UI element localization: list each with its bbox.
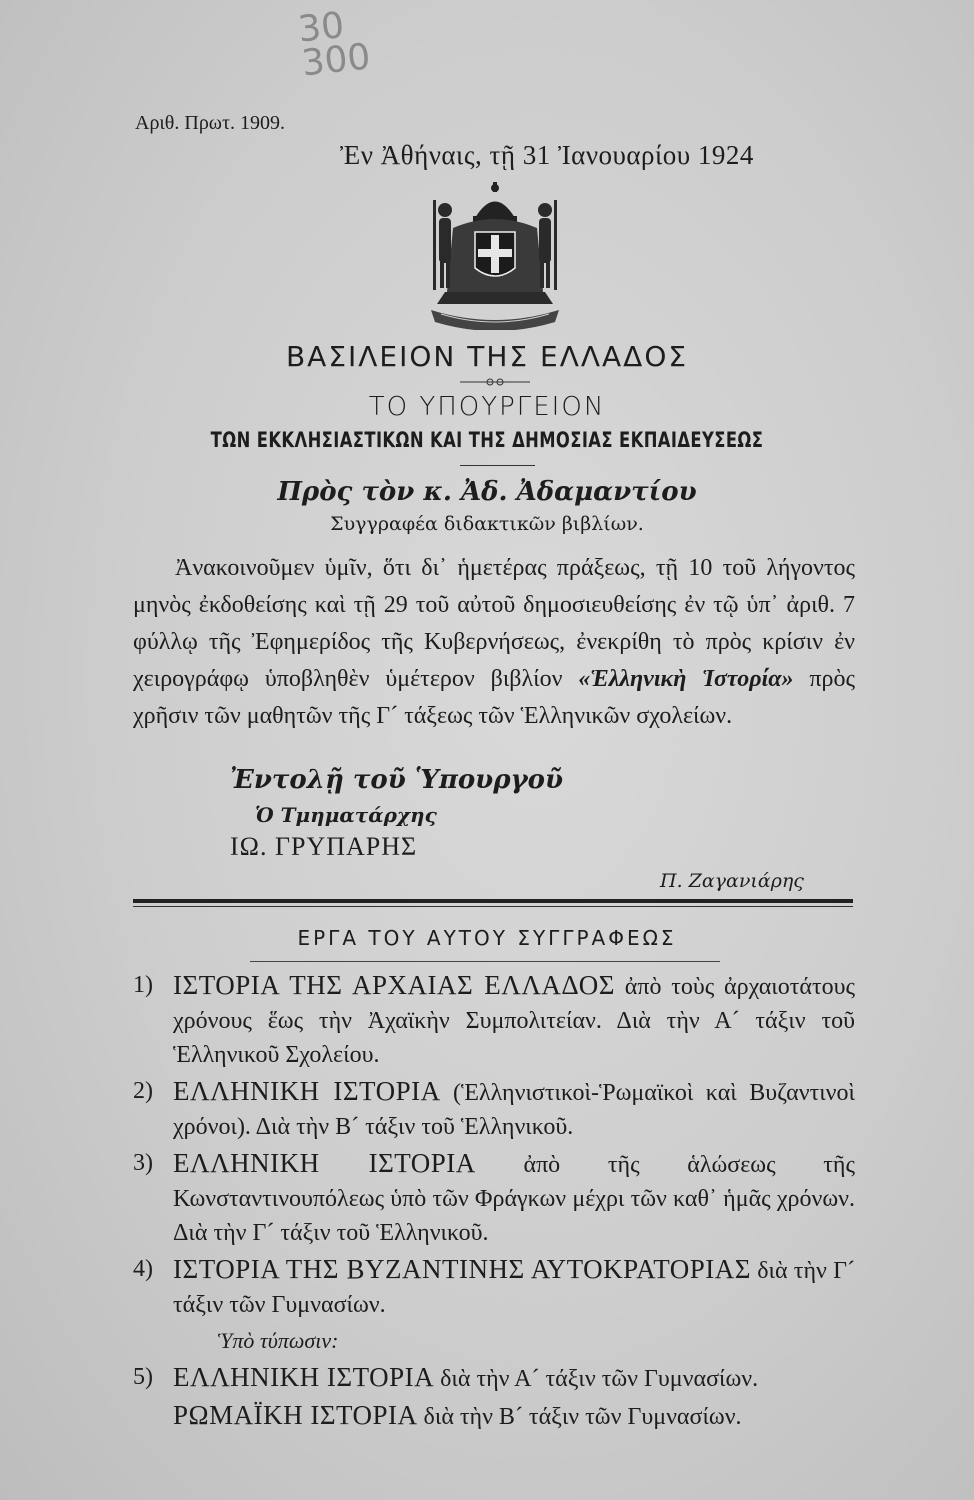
divider-thick xyxy=(133,899,853,903)
item-text: διὰ τὴν Α´ τάξιν τῶν Γυμνασίων. xyxy=(434,1366,759,1392)
recipient-role: Συγγραφέα διδακτικῶν βιβλίων. xyxy=(330,513,644,535)
item-title: ΕΛΛΗΝΙΚΗ ΙΣΤΟΡΙΑ xyxy=(173,1076,441,1106)
list-item xyxy=(133,1074,855,1144)
protocol-number: Αριθ. Πρωτ. 1909. xyxy=(135,112,286,134)
works-divider xyxy=(250,961,720,962)
works-heading: ΕΡΓΑ ΤΟΥ ΑΥΤΟΥ ΣΥΓΓΡΑΦΕΩΣ xyxy=(297,926,677,950)
item-text: διὰ τὴν Γ´ τάξιν τῶν Γυμνασίων. xyxy=(173,1258,855,1318)
item-text: ἀπὸ τοὺς ἀρχαιοτάτους χρόνους ἕως τὴν Ἀχαϊκὴν Συμπολιτείαν. Διὰ τὴν Α´ τάξιν τοῦ Ἑλληνικοῦ Σχολείου. xyxy=(173,974,855,1068)
divider-thin xyxy=(133,906,853,907)
item-text: ἀπὸ τῆς ἁλώσεως τῆς Κωνσταντινουπόλεως ὑπὸ τῶν Φράγκων μέχρι τῶν καθ᾽ ἡμᾶς χρόνων. Διὰ τὴν Γ´ τάξιν τοῦ Ἑλληνικοῦ. xyxy=(173,1152,855,1246)
list-item xyxy=(133,1360,855,1396)
divider xyxy=(460,465,535,466)
ministry-subheading: ΤΩΝ ΕΚΚΛΗΣΙΑΣΤΙΚΩΝ ΚΑΙ ΤΗΣ ΔΗΜΟΣΙΑΣ ΕΚΠΑΙΔΕΥΣΕΩΣ xyxy=(210,428,764,452)
item-title: ΕΛΛΗΝΙΚΗ ΙΣΤΟΡΙΑ xyxy=(173,1362,435,1392)
item-number: 4) xyxy=(133,1256,153,1282)
signer-name: ΙΩ. ΓΡΥΠΑΡΗΣ xyxy=(230,832,418,861)
handwritten-note: 30 300 xyxy=(296,5,373,85)
order-line: Ἐντολῇ τοῦ Ὑπουργοῦ xyxy=(230,765,564,795)
item-number: 5) xyxy=(133,1364,153,1390)
body-text-part1: Ἀνακοινοῦμεν ὑμῖν, ὅτι δι᾽ ἡμετέρας πράξεως, τῇ 10 τοῦ λήγοντος μηνὸς ἐκδοθείσης καὶ τῇ 29 τοῦ αὐτοῦ δημοσιευθείσης ἐν τῷ ὑπ᾽ ἀριθ. 7 φύλλῳ τῆς Ἐφημερίδος τῆς Κυβερνήσεως, ἐνεκρίθη τὸ πρὸς κρίσιν ἐν χειρογράφῳ ὑποβληθὲν ὑμέτερον βιβλίον xyxy=(133,555,855,692)
list-item xyxy=(133,968,855,1072)
list-item xyxy=(133,1252,855,1322)
recipient-line: Πρὸς τὸν κ. Ἀδ. Ἀδαμαντίου xyxy=(277,477,697,507)
item-text: (Ἑλληνιστικοὶ-Ῥωμαϊκοὶ καὶ Βυζαντινοὶ χρόνοι). Διὰ τὴν Β´ τάξιν τοῦ Ἑλληνικοῦ. xyxy=(173,1080,855,1140)
item-number: 3) xyxy=(133,1150,153,1176)
item-text: διὰ τὴν Β´ τάξιν τῶν Γυμνασίων. xyxy=(417,1404,742,1430)
list-item xyxy=(133,1398,855,1434)
chief-title: Ὁ Τμηματάρχης xyxy=(255,803,437,827)
list-item xyxy=(133,1146,855,1250)
document-date: Ἐν Ἀθήναις, τῇ 31 Ἰανουαρίου 1924 xyxy=(340,140,754,170)
ministry-heading: ΤΟ ΥΠΟΥΡΓΕΙΟΝ xyxy=(368,392,606,422)
book-title: «Ἑλληνικὴ Ἱστορία» xyxy=(578,666,794,692)
kingdom-heading: ΒΑΣΙΛΕΙΟΝ ΤΗΣ ΕΛΛΑΔΟΣ xyxy=(285,340,689,373)
works-list xyxy=(133,968,855,1434)
secondary-signer: Π. Ζαγανιάρης xyxy=(660,870,804,892)
item-title: ΕΛΛΗΝΙΚΗ ΙΣΤΟΡΙΑ xyxy=(173,1148,476,1178)
in-press-label: Ὑπὸ τύπωσιν: xyxy=(218,1328,339,1353)
ornament-divider xyxy=(460,378,530,386)
item-number: 2) xyxy=(133,1078,153,1104)
letter-body xyxy=(133,550,855,735)
royal-coat-of-arms-icon xyxy=(425,180,565,330)
item-title: ΙΣΤΟΡΙΑ ΤΗΣ ΑΡΧΑΙΑΣ ΕΛΛΑΔΟΣ xyxy=(173,970,615,1000)
item-title: ΡΩΜΑΪΚΗ ΙΣΤΟΡΙΑ xyxy=(173,1400,418,1430)
item-title: ΙΣΤΟΡΙΑ ΤΗΣ ΒΥΖΑΝΤΙΝΗΣ ΑΥΤΟΚΡΑΤΟΡΙΑΣ xyxy=(173,1254,751,1284)
item-number: 1) xyxy=(133,972,153,998)
body-text-part2: πρὸς χρῆσιν τῶν μαθητῶν τῆς Γ´ τάξεως τῶν Ἑλληνικῶν σχολείων. xyxy=(133,666,856,729)
